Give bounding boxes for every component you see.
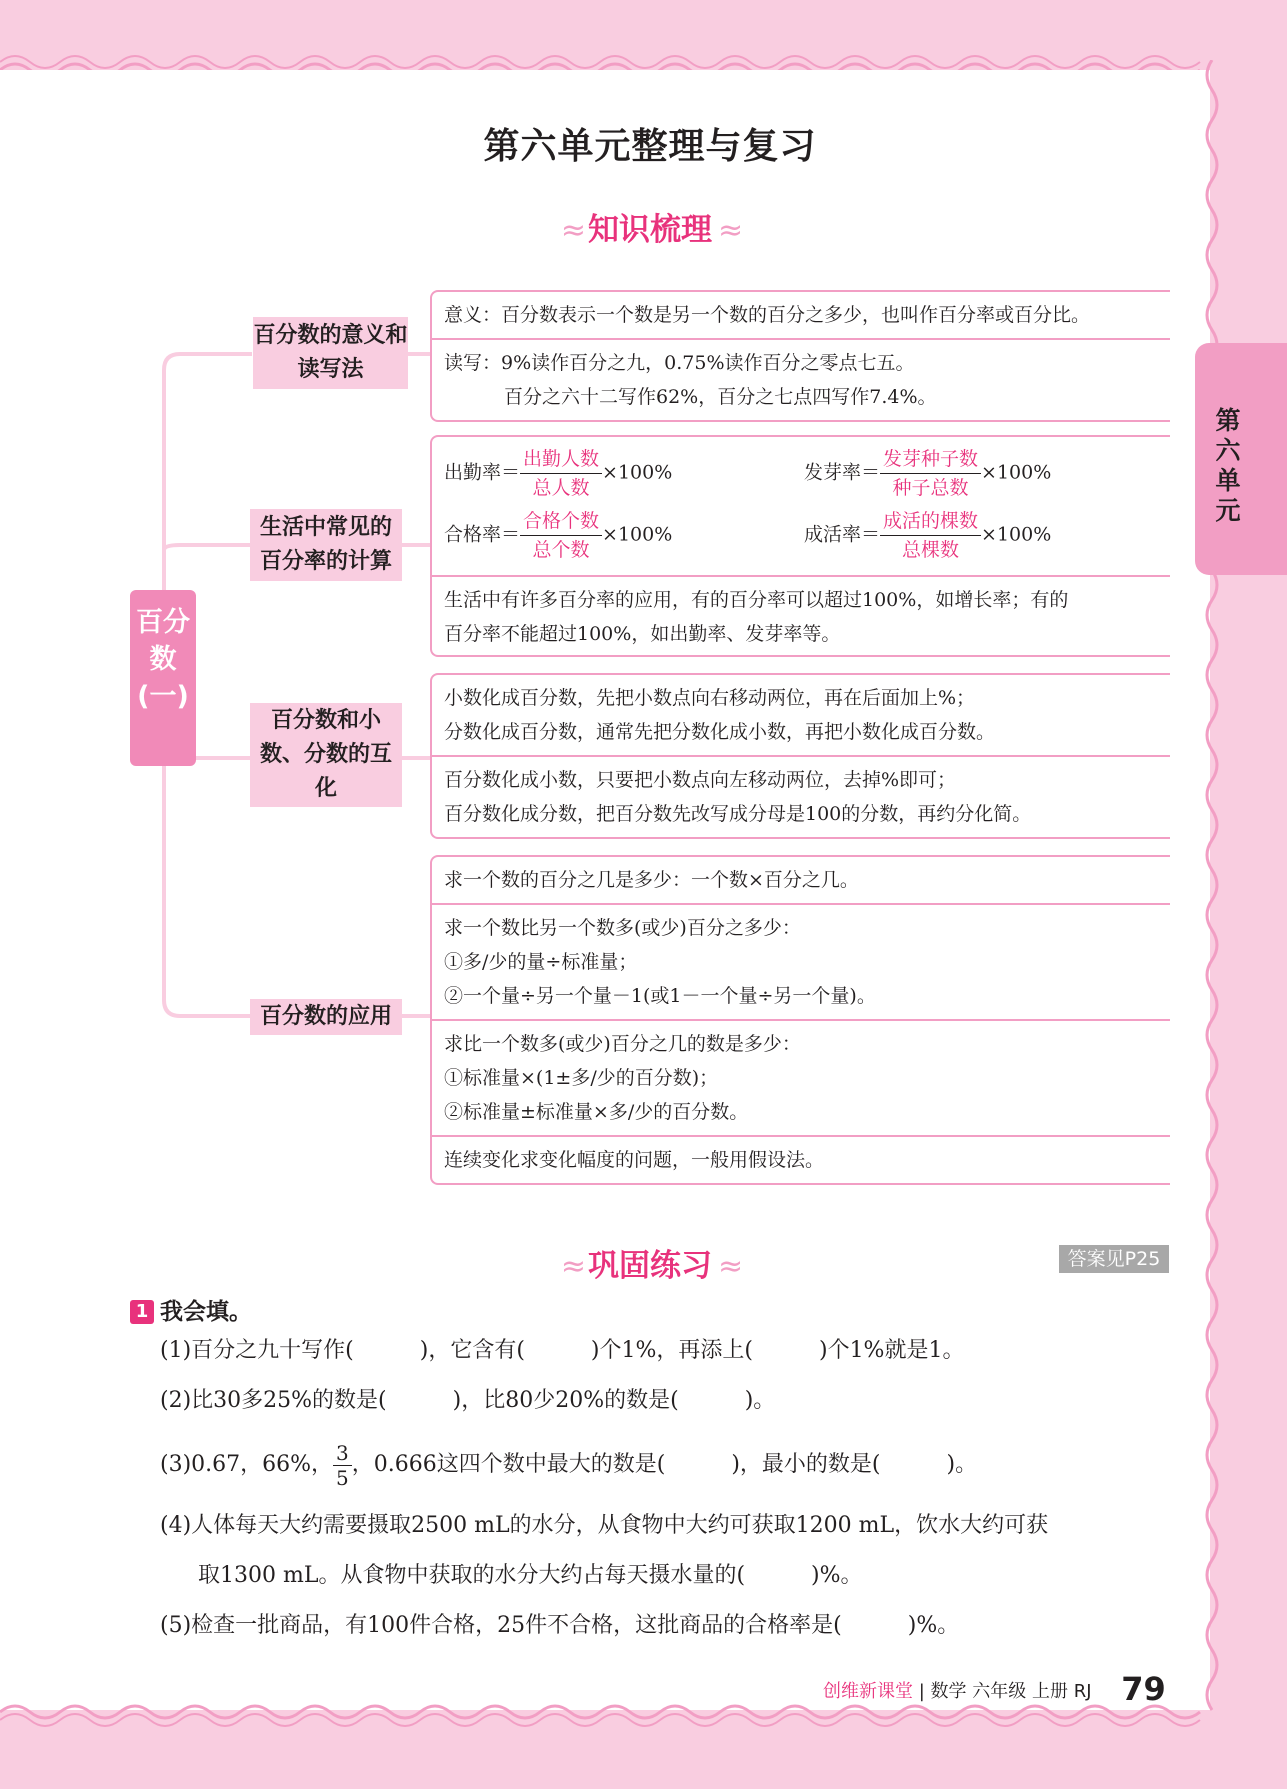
fraction-three-fifths: $\frac{3}{5}$ — [333, 1441, 352, 1490]
rates-note: 生活中有许多百分率的应用，有的百分率可以超过100%，如增长率；有的 百分率不能超过100%，如出勤率、发芽率等。 — [444, 589, 1069, 645]
mindmap-node-conversion: 百分数和小数、分数的互化 — [250, 703, 402, 807]
mindmap-node-rates: 生活中常见的百分率的计算 — [250, 509, 402, 581]
application-row-1: 求一个数的百分之几是多少：一个数×百分之几。 — [432, 857, 1170, 905]
mindmap-node-application: 百分数的应用 — [250, 999, 402, 1035]
unit-side-tab: 第六单元 — [1195, 343, 1287, 575]
from-percent-row: 百分数化成小数，只要把小数点向左移动两位，去掉%即可； 百分数化成分数，把百分数先改写成分母是100的分数，再约分化简。 — [444, 769, 1032, 825]
footer-info: 数学 六年级 上册 RJ — [930, 1681, 1092, 1702]
question-item-4: (4)人体每天大约需要摄取2500 mL的水分，从食物中大约可获取1200 mL，饮水大约可获 — [160, 1513, 1049, 1538]
question-item-5: (5)检查一批商品，有100件合格，25件不合格，这批商品的合格率是( )%。 — [160, 1613, 960, 1638]
read-write-row: 读写：9%读作百分之九，0.75%读作百分之零点七五。 百分之六十二写作62%，百分之七点四写作7.4%。 — [444, 352, 937, 408]
wave-decoration-icon: ≈ — [718, 1249, 740, 1284]
formula-survival-rate: 成活率＝ 成活的棵数 总棵数 ×100% — [804, 507, 1051, 564]
application-row-3: 求比一个数多(或少)百分之几的数是多少： ①标准量×(1±多/少的百分数)； ②标准量±标准量×多/少的百分数。 — [432, 1021, 1170, 1137]
answer-reference-badge: 答案见P25 — [1059, 1245, 1169, 1273]
mindmap-node-meaning: 百分数的意义和读写法 — [253, 317, 408, 389]
formula-area — [432, 437, 1170, 577]
question-heading: 1 我会填。 — [130, 1293, 252, 1326]
formula-attendance: 出勤率＝ 出勤人数 总人数 ×100% — [444, 445, 672, 502]
to-percent-row: 小数化成百分数，先把小数点向右移动两位，再在后面加上%； 分数化成百分数，通常先把分数化成小数，再把小数化成百分数。 — [432, 675, 1170, 757]
meaning-row: 意义：百分数表示一个数是另一个数的百分之多少，也叫作百分率或百分比。 — [432, 292, 1170, 340]
footer-brand: 创维新课堂 — [823, 1681, 913, 1702]
formula-germination: 发芽率＝ 发芽种子数 种子总数 ×100% — [804, 445, 1051, 502]
application-row-2: 求一个数比另一个数多(或少)百分之多少： ①多/少的量÷标准量； ②一个量÷另一个量－1(或1－一个量÷另一个量)。 — [432, 905, 1170, 1021]
wave-decoration-icon: ≈ — [718, 213, 740, 248]
wave-decoration-icon: ≈ — [560, 213, 582, 248]
section-heading-knowledge: ≈ 知识梳理 ≈ — [560, 212, 740, 248]
application-row-4: 连续变化求变化幅度的问题，一般用假设法。 — [444, 1149, 825, 1171]
question-item-2: (2)比30多25%的数是( )，比80少20%的数是( )。 — [160, 1388, 776, 1413]
page-number: 79 — [1121, 1670, 1166, 1708]
box-conversion — [430, 673, 1170, 839]
box-meaning — [430, 290, 1170, 422]
box-application — [430, 855, 1170, 1185]
question-item-3: (3)0.67，66%， $\frac{3}{5}$ ，0.666这四个数中最大的数是( )，最小的数是( )。 — [160, 1440, 978, 1490]
box-rates — [430, 435, 1170, 657]
formula-pass-rate: 合格率＝ 合格个数 总个数 ×100% — [444, 507, 672, 564]
page-footer: 创维新课堂 | 数学 六年级 上册 RJ 79 — [823, 1670, 1166, 1708]
mindmap-root: 百分数(一) — [130, 590, 196, 766]
right-wave-border — [1198, 60, 1228, 1720]
question-item-4-cont: 取1300 mL。从食物中获取的水分大约占每天摄水量的( )%。 — [198, 1563, 863, 1588]
wave-decoration-icon: ≈ — [560, 1249, 582, 1284]
page-title: 第六单元整理与复习 — [483, 126, 817, 167]
question-number-badge: 1 — [130, 1300, 154, 1324]
question-item-1: (1)百分之九十写作( )，它含有( )个1%，再添上( )个1%就是1。 — [160, 1338, 965, 1363]
section-heading-practice: ≈ 巩固练习 ≈ — [560, 1248, 740, 1284]
